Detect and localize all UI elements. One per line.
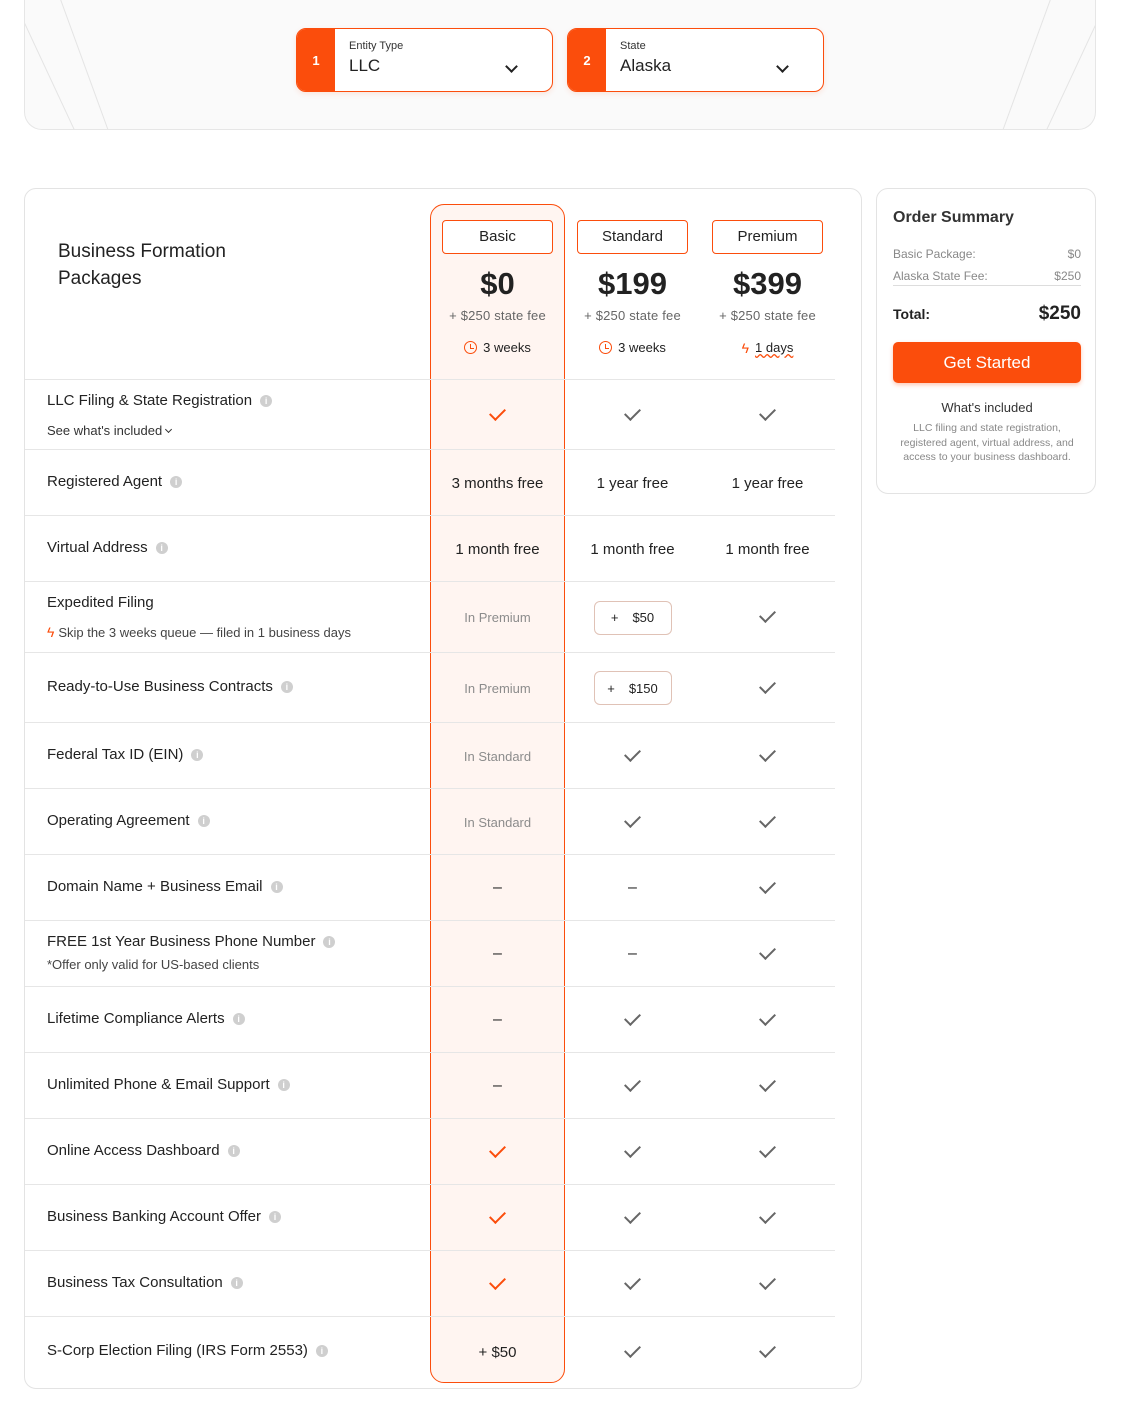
order-summary-title: Order Summary bbox=[893, 209, 1014, 226]
see-whats-included-link[interactable]: See what's included bbox=[47, 423, 171, 438]
feature-name bbox=[47, 1342, 328, 1359]
divider bbox=[893, 285, 1081, 286]
feature-name bbox=[47, 1142, 240, 1159]
check-icon bbox=[700, 855, 835, 921]
summary-total: Total: $250 bbox=[893, 303, 1081, 324]
selector-panel bbox=[24, 0, 1096, 130]
check-icon bbox=[430, 1119, 565, 1185]
check-icon bbox=[759, 606, 776, 623]
check-icon bbox=[624, 1075, 641, 1092]
feature-name bbox=[47, 812, 210, 829]
check-icon bbox=[700, 987, 835, 1053]
feature-name bbox=[47, 878, 283, 895]
plan-price-standard: $199 bbox=[598, 266, 667, 301]
decorative-line bbox=[1037, 0, 1096, 130]
feature-name bbox=[47, 933, 335, 950]
feature-name bbox=[47, 1274, 243, 1291]
info-icon[interactable]: i bbox=[281, 681, 293, 693]
check-icon bbox=[624, 1009, 641, 1026]
check-icon bbox=[759, 877, 776, 894]
check-icon bbox=[700, 789, 835, 855]
feature-label: Operating Agreement bbox=[47, 812, 190, 829]
check-icon bbox=[700, 1317, 835, 1387]
info-icon[interactable]: i bbox=[228, 1145, 240, 1157]
state-select[interactable] bbox=[567, 28, 824, 92]
feature-subtext: ϟ Skip the 3 weeks queue — filed in 1 business days bbox=[47, 624, 351, 640]
feature-label: Federal Tax ID (EIN) bbox=[47, 746, 184, 763]
table-row bbox=[25, 379, 835, 449]
info-icon[interactable]: i bbox=[271, 881, 283, 893]
decorative-line bbox=[24, 0, 84, 130]
check-icon bbox=[624, 404, 641, 421]
feature-label: Business Tax Consultation bbox=[47, 1274, 223, 1291]
check-icon bbox=[700, 582, 835, 653]
check-icon bbox=[489, 1207, 506, 1224]
check-icon bbox=[759, 1273, 776, 1290]
check-icon bbox=[489, 404, 506, 421]
info-icon[interactable]: i bbox=[198, 815, 210, 827]
feature-label: Unlimited Phone & Email Support bbox=[47, 1076, 270, 1093]
info-icon[interactable]: i bbox=[316, 1345, 328, 1357]
addon-cell bbox=[565, 653, 700, 723]
check-icon bbox=[430, 1185, 565, 1251]
check-icon bbox=[565, 789, 700, 855]
table-row bbox=[25, 788, 835, 854]
feature-label: Business Banking Account Offer bbox=[47, 1208, 262, 1225]
table-row bbox=[25, 1316, 835, 1386]
feature-value: 1 year free bbox=[731, 474, 804, 492]
plan-price-basic: $0 bbox=[480, 266, 515, 301]
info-icon[interactable]: i bbox=[278, 1079, 290, 1091]
state-value: Alaska bbox=[620, 56, 672, 75]
feature-value: 3 months free bbox=[451, 474, 544, 492]
entity-type-select[interactable] bbox=[296, 28, 553, 92]
feature-name bbox=[47, 1010, 245, 1027]
check-icon bbox=[624, 1273, 641, 1290]
table-row bbox=[25, 1052, 835, 1118]
table-row bbox=[25, 986, 835, 1052]
table-row bbox=[25, 920, 835, 986]
entity-type-value: LLC bbox=[349, 56, 381, 75]
info-icon[interactable]: i bbox=[156, 542, 168, 554]
check-icon bbox=[565, 1185, 700, 1251]
table-row bbox=[25, 515, 835, 581]
check-icon bbox=[624, 1341, 641, 1358]
feature-label: Domain Name + Business Email bbox=[47, 878, 263, 895]
feature-name bbox=[47, 746, 203, 763]
check-icon bbox=[700, 723, 835, 789]
feature-label: Registered Agent bbox=[47, 473, 163, 490]
feature-label: Ready-to-Use Business Contracts bbox=[47, 678, 273, 695]
check-icon bbox=[759, 943, 776, 960]
table-row bbox=[25, 449, 835, 515]
check-icon bbox=[759, 811, 776, 828]
check-icon bbox=[759, 1207, 776, 1224]
check-icon bbox=[700, 1053, 835, 1119]
info-icon[interactable]: i bbox=[323, 936, 335, 948]
clock-icon bbox=[599, 341, 612, 354]
feature-name bbox=[47, 594, 154, 611]
check-icon bbox=[759, 1009, 776, 1026]
order-summary bbox=[876, 188, 1096, 494]
check-icon bbox=[624, 1141, 641, 1158]
add-on-button[interactable]: + $50 bbox=[594, 601, 672, 635]
check-icon bbox=[565, 1053, 700, 1119]
decorative-line bbox=[994, 0, 1057, 130]
step-number: 2 bbox=[568, 29, 606, 91]
plan-price-premium: $399 bbox=[733, 266, 802, 301]
table-row bbox=[25, 1118, 835, 1184]
info-icon[interactable]: i bbox=[231, 1277, 243, 1289]
info-icon[interactable]: i bbox=[260, 395, 272, 407]
table-row bbox=[25, 581, 835, 652]
add-on-button[interactable]: + $150 bbox=[594, 671, 672, 705]
check-icon bbox=[565, 1251, 700, 1317]
feature-value: + $50 bbox=[478, 1343, 517, 1361]
step-number: 1 bbox=[297, 29, 335, 91]
bolt-icon: ϟ bbox=[741, 339, 750, 356]
feature-label: LLC Filing & State Registration bbox=[47, 392, 253, 409]
info-icon[interactable]: i bbox=[170, 476, 182, 488]
info-icon[interactable]: i bbox=[269, 1211, 281, 1223]
feature-value: – bbox=[628, 879, 637, 896]
feature-value: In Premium bbox=[464, 680, 531, 696]
feature-label: Virtual Address bbox=[47, 539, 148, 556]
check-icon bbox=[700, 1119, 835, 1185]
feature-name bbox=[47, 539, 168, 556]
get-started-button[interactable]: Get Started bbox=[893, 342, 1081, 383]
feature-subtext: *Offer only valid for US-based clients bbox=[47, 957, 260, 972]
check-icon bbox=[565, 1317, 700, 1387]
summary-line: Alaska State Fee: $250 bbox=[893, 269, 1081, 283]
check-icon bbox=[489, 1273, 506, 1290]
table-row bbox=[25, 854, 835, 920]
entity-type-label: Entity Type bbox=[349, 40, 404, 52]
feature-value: – bbox=[493, 945, 502, 962]
plan-time-basic: 3 weeks bbox=[430, 340, 565, 355]
plan-name-basic[interactable]: Basic bbox=[442, 220, 553, 254]
feature-value: – bbox=[628, 945, 637, 962]
feature-label: S-Corp Election Filing (IRS Form 2553) bbox=[47, 1342, 308, 1359]
packages-title: Business Formation Packages bbox=[58, 241, 226, 289]
summary-line: Basic Package: $0 bbox=[893, 247, 1081, 261]
feature-value: – bbox=[493, 1011, 502, 1028]
chevron-down-icon bbox=[165, 426, 172, 433]
feature-value: 1 month free bbox=[725, 540, 810, 558]
feature-name bbox=[47, 1208, 281, 1225]
check-icon bbox=[565, 987, 700, 1053]
feature-value: 1 month free bbox=[455, 540, 540, 558]
state-label: State bbox=[620, 40, 646, 52]
check-icon bbox=[565, 380, 700, 450]
feature-value: In Standard bbox=[463, 814, 532, 830]
check-icon bbox=[700, 921, 835, 987]
feature-value: In Standard bbox=[463, 748, 532, 764]
feature-value: – bbox=[493, 1077, 502, 1094]
check-icon bbox=[565, 1119, 700, 1185]
decorative-line bbox=[54, 0, 117, 130]
check-icon bbox=[700, 1185, 835, 1251]
check-icon bbox=[430, 380, 565, 450]
info-icon[interactable]: i bbox=[191, 749, 203, 761]
plan-fee-premium: + $250 state fee bbox=[719, 308, 816, 323]
feature-name bbox=[47, 392, 272, 409]
info-icon[interactable]: i bbox=[233, 1013, 245, 1025]
plan-time-standard: 3 weeks bbox=[565, 340, 700, 355]
plan-fee-basic: + $250 state fee bbox=[449, 308, 546, 323]
plan-name-standard[interactable]: Standard bbox=[577, 220, 688, 254]
plan-fee-standard: + $250 state fee bbox=[584, 308, 681, 323]
check-icon bbox=[700, 380, 835, 450]
check-icon bbox=[624, 1207, 641, 1224]
check-icon bbox=[759, 745, 776, 762]
check-icon bbox=[430, 1251, 565, 1317]
feature-name bbox=[47, 678, 293, 695]
table-row bbox=[25, 1250, 835, 1316]
feature-name bbox=[47, 1076, 290, 1093]
feature-value: 1 year free bbox=[596, 474, 669, 492]
check-icon bbox=[489, 1141, 506, 1158]
feature-value: 1 month free bbox=[590, 540, 675, 558]
table-row bbox=[25, 722, 835, 788]
feature-label: Lifetime Compliance Alerts bbox=[47, 1010, 225, 1027]
table-row bbox=[25, 652, 835, 722]
feature-label: FREE 1st Year Business Phone Number bbox=[47, 933, 316, 950]
check-icon bbox=[700, 1251, 835, 1317]
addon-cell bbox=[565, 582, 700, 653]
included-title: What's included bbox=[941, 400, 1033, 415]
check-icon bbox=[624, 745, 641, 762]
feature-label: Online Access Dashboard bbox=[47, 1142, 220, 1159]
table-row bbox=[25, 1184, 835, 1250]
check-icon bbox=[759, 1075, 776, 1092]
check-icon bbox=[759, 404, 776, 421]
plan-time-premium: ϟ 1 days bbox=[741, 339, 794, 356]
check-icon bbox=[759, 1341, 776, 1358]
feature-value: – bbox=[493, 879, 502, 896]
check-icon bbox=[759, 677, 776, 694]
feature-value: In Premium bbox=[464, 610, 531, 625]
check-icon bbox=[624, 811, 641, 828]
clock-icon bbox=[464, 341, 477, 354]
bolt-icon: ϟ bbox=[47, 624, 59, 640]
plan-name-premium[interactable]: Premium bbox=[712, 220, 823, 254]
feature-label: Expedited Filing bbox=[47, 594, 154, 611]
check-icon bbox=[700, 653, 835, 723]
included-description: LLC filing and state registration, registered agent, virtual address, and access to your business dashboard. bbox=[900, 422, 1074, 463]
check-icon bbox=[565, 723, 700, 789]
check-icon bbox=[759, 1141, 776, 1158]
feature-name bbox=[47, 473, 182, 490]
